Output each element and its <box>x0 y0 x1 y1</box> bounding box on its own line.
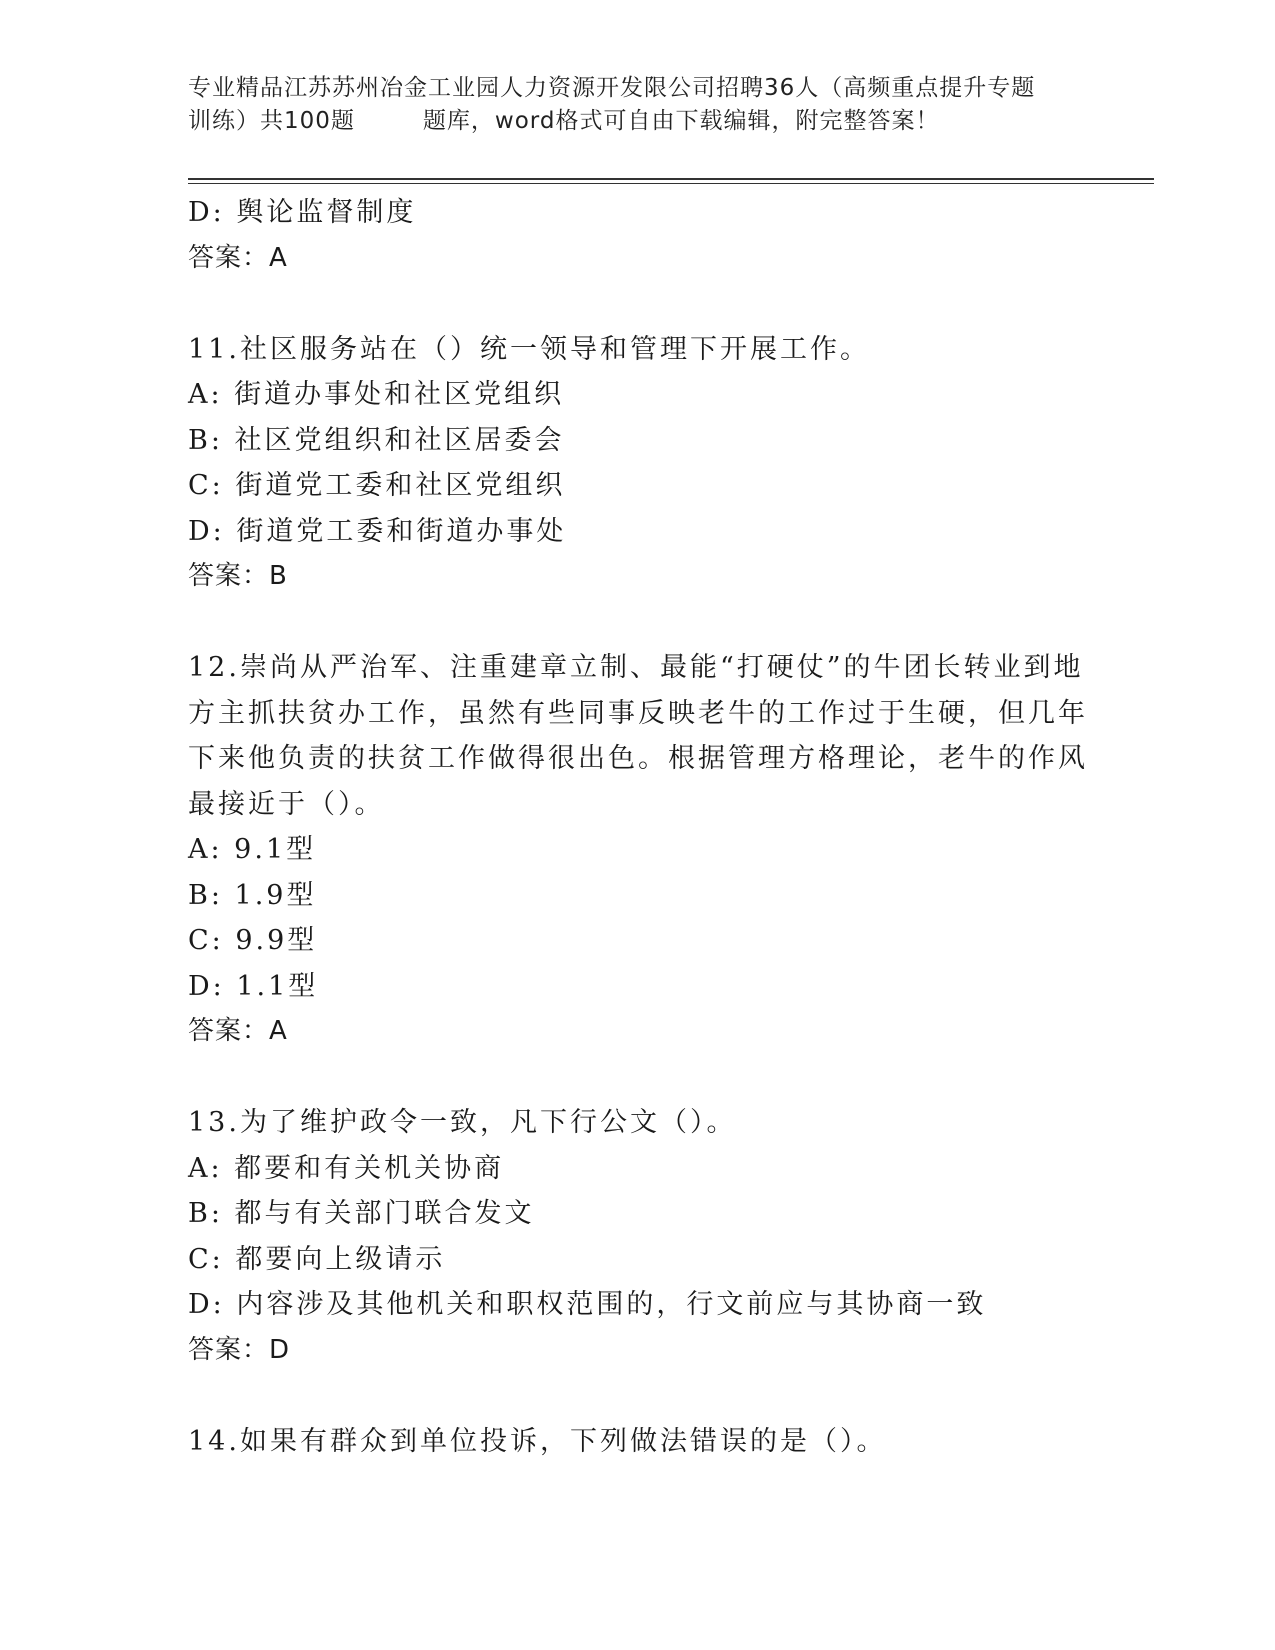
question-content <box>188 190 1088 1464</box>
question-12-stem-line-1: 12.崇尚从严治军、注重建章立制、最能“打硬仗”的牛团长转业到地 <box>188 652 1084 683</box>
question-11 <box>188 327 1088 600</box>
question-11-option-a: A: 街道办事处和社区党组织 <box>188 379 565 410</box>
question-11-option-c: C: 街道党工委和社区党组织 <box>188 470 566 501</box>
question-14 <box>188 1419 1088 1465</box>
question-11-option-d: D: 街道党工委和街道办事处 <box>188 515 567 547</box>
page-header <box>188 72 1088 138</box>
question-13-option-a: A: 都要和有关机关协商 <box>188 1152 505 1184</box>
question-12 <box>188 645 1088 1055</box>
question-12-stem-line-2: 方主抓扶贫办工作，虽然有些同事反映老牛的工作过于生硬，但几年 <box>188 697 1088 729</box>
header-divider-thick <box>188 178 1154 180</box>
question-12-option-a: A: 9.1型 <box>188 834 317 865</box>
question-12-option-c: C: 9.9型 <box>188 925 318 956</box>
question-13 <box>188 1100 1088 1373</box>
header-line-2 <box>188 105 1088 138</box>
question-13-option-b: B: 都与有关部门联合发文 <box>188 1198 535 1229</box>
prev-option-d: D: 舆论监督制度 <box>188 197 417 228</box>
question-12-stem-line-3: 下来他负责的扶贫工作做得很出色。根据管理方格理论，老牛的作风 <box>188 743 1088 774</box>
question-14-stem: 14.如果有群众到单位投诉，下列做法错误的是（）。 <box>188 1425 887 1457</box>
question-13-answer: 答案：D <box>188 1334 291 1365</box>
question-13-option-c: C: 都要向上级请示 <box>188 1243 446 1275</box>
question-12-option-d: D: 1.1型 <box>188 970 319 1002</box>
question-12-stem-line-4: 最接近于（）。 <box>188 788 385 820</box>
question-13-option-d: D: 内容涉及其他机关和职权范围的，行文前应与其协商一致 <box>188 1289 987 1320</box>
header-divider-thin <box>188 183 1154 184</box>
header-line-2-left: 训练）共100题 <box>188 108 355 134</box>
header-line-2-right: 题库，word格式可自由下载编辑，附完整答案！ <box>422 108 940 134</box>
header-line-1: 专业精品江苏苏州冶金工业园人力资源开发限公司招聘36人（高频重点提升专题 <box>188 75 1036 101</box>
question-13-stem: 13.为了维护政令一致，凡下行公文（）。 <box>188 1107 737 1138</box>
question-12-option-b: B: 1.9型 <box>188 879 317 911</box>
question-11-stem: 11.社区服务站在（）统一领导和管理下开展工作。 <box>188 333 870 365</box>
question-11-answer: 答案：B <box>188 561 288 591</box>
question-12-answer: 答案：A <box>188 1016 288 1046</box>
question-11-option-b: B: 社区党组织和社区居委会 <box>188 424 565 456</box>
prev-answer: 答案：A <box>188 242 288 273</box>
